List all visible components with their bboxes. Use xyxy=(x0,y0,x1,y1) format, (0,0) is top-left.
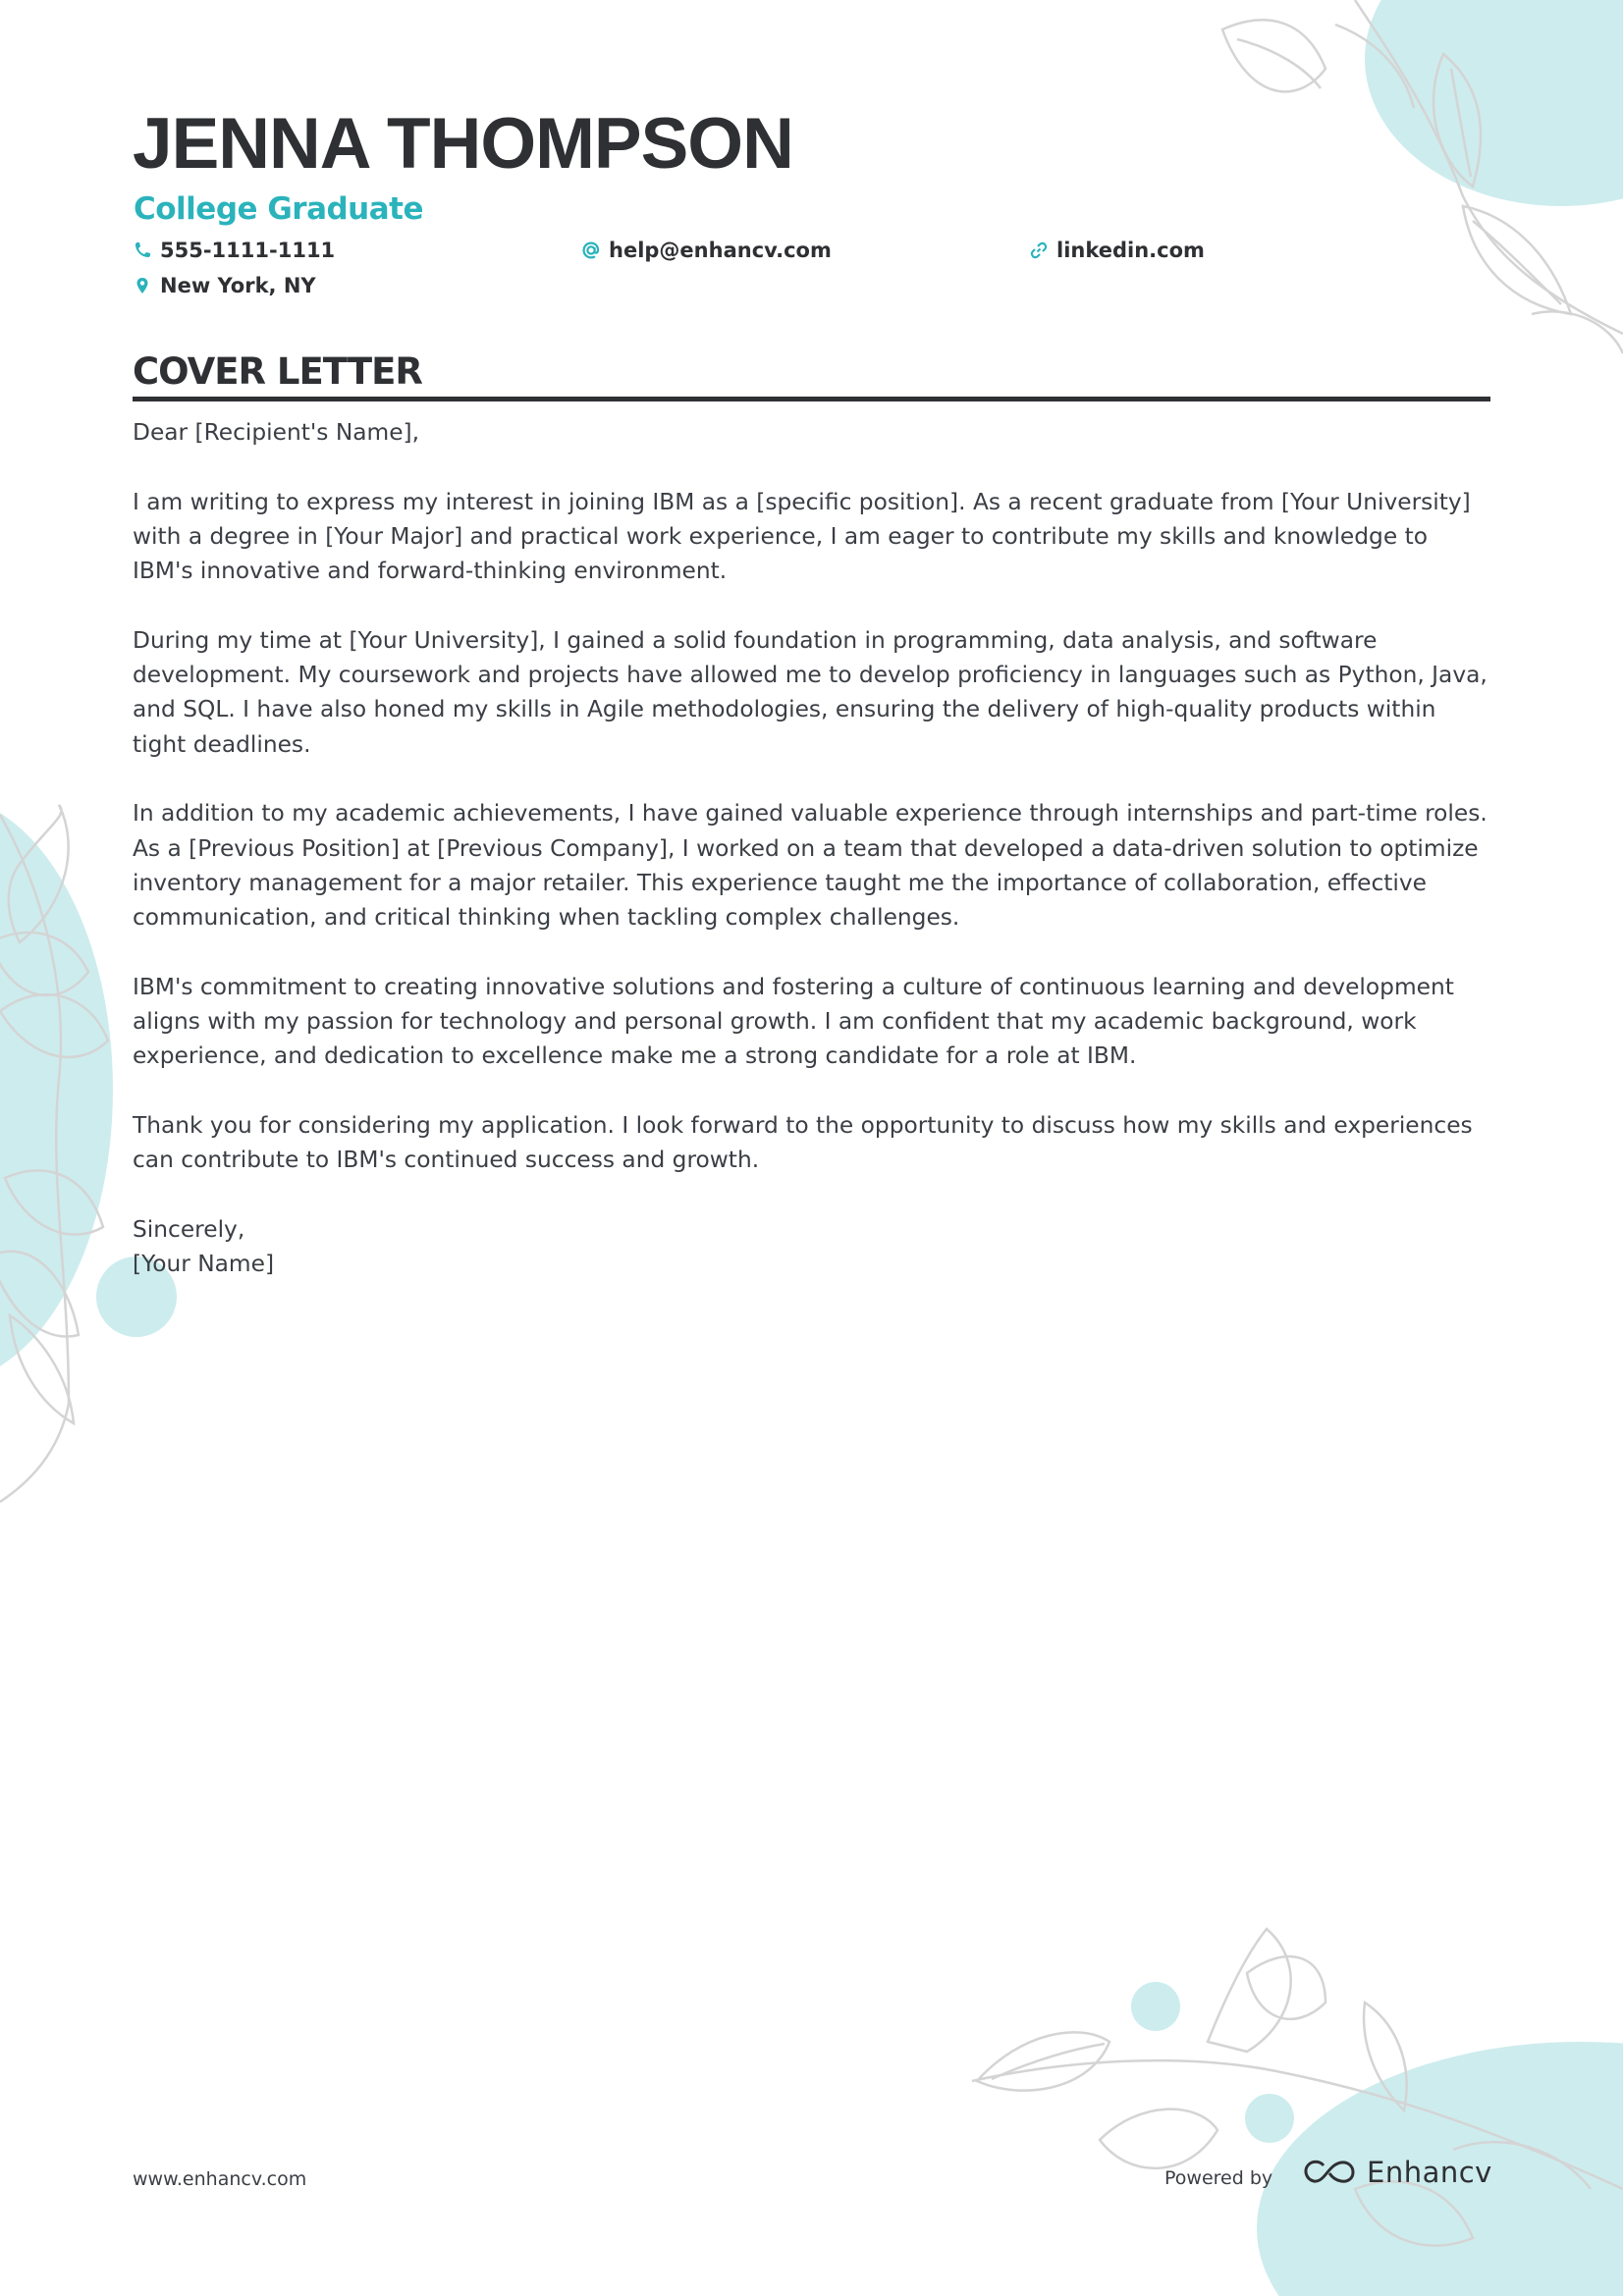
letter-body xyxy=(133,415,1492,1281)
section-title: COVER LETTER xyxy=(133,350,422,393)
email-contact xyxy=(581,239,832,262)
email-address[interactable]: help@enhancv.com xyxy=(609,239,832,262)
location-text: New York, NY xyxy=(160,274,316,297)
phone-number[interactable]: 555-1111-1111 xyxy=(160,239,336,262)
letter-greeting: Dear [Recipient's Name], xyxy=(133,419,420,446)
location-pin-icon xyxy=(133,276,152,295)
linkedin-url[interactable]: linkedin.com xyxy=(1056,239,1205,262)
linkedin-contact xyxy=(1029,239,1205,262)
letter-paragraph: In addition to my academic achievements, I have gained valuable experience through internships and part-time roles. As a [Previous Position] at [Previous Company], I worked on a team that developed a data-driven solution to optimize inventory management for a major retailer. This experience taught me the importance of collaboration, effective communication, and critical thinking when tackling complex challenges. xyxy=(133,800,1488,932)
letter-paragraph: Thank you for considering my application. I look forward to the opportunity to discuss how my skills and experiences can contribute to IBM's continued success and growth. xyxy=(133,1111,1473,1174)
applicant-name: JENNA THOMPSON xyxy=(133,104,793,184)
brand-logo[interactable] xyxy=(1302,2156,1492,2189)
at-sign-icon xyxy=(581,240,601,260)
phone-contact xyxy=(133,239,335,262)
brand-name: Enhancv xyxy=(1367,2156,1492,2189)
letter-paragraph: During my time at [Your University], I gained a solid foundation in programming, data analysis, and software development. My coursework and projects have allowed me to develop proficiency in languages such as Python, Java, and SQL. I have also honed my skills in Agile methodologies, ensuring the delivery of high-quality products within tight deadlines. xyxy=(133,626,1488,758)
powered-by-label: Powered by xyxy=(1164,2167,1273,2189)
letter-closing: Sincerely, xyxy=(133,1215,245,1243)
enhancv-logo-icon xyxy=(1302,2158,1357,2187)
location-contact xyxy=(133,274,316,297)
footer-website-link[interactable]: www.enhancv.com xyxy=(133,2168,307,2190)
letter-paragraph: IBM's commitment to creating innovative solutions and fostering a culture of continuous learning and development aligns with my passion for technology and personal growth. I am confident that my academic background, work experience, and dedication to excellence make me a strong candidate for a role at IBM. xyxy=(133,973,1454,1070)
phone-icon xyxy=(133,240,152,260)
letter-paragraph: I am writing to express my interest in joining IBM as a [specific position]. As a recent graduate from [Your University] with a degree in [Your Major] and practical work experience, I am eager to contribute my skills and knowledge to IBM's innovative and forward-thinking environment. xyxy=(133,488,1471,585)
link-icon xyxy=(1029,240,1049,260)
section-divider xyxy=(133,397,1490,401)
job-title: College Graduate xyxy=(134,191,424,227)
letter-signature: [Your Name] xyxy=(133,1251,275,1278)
